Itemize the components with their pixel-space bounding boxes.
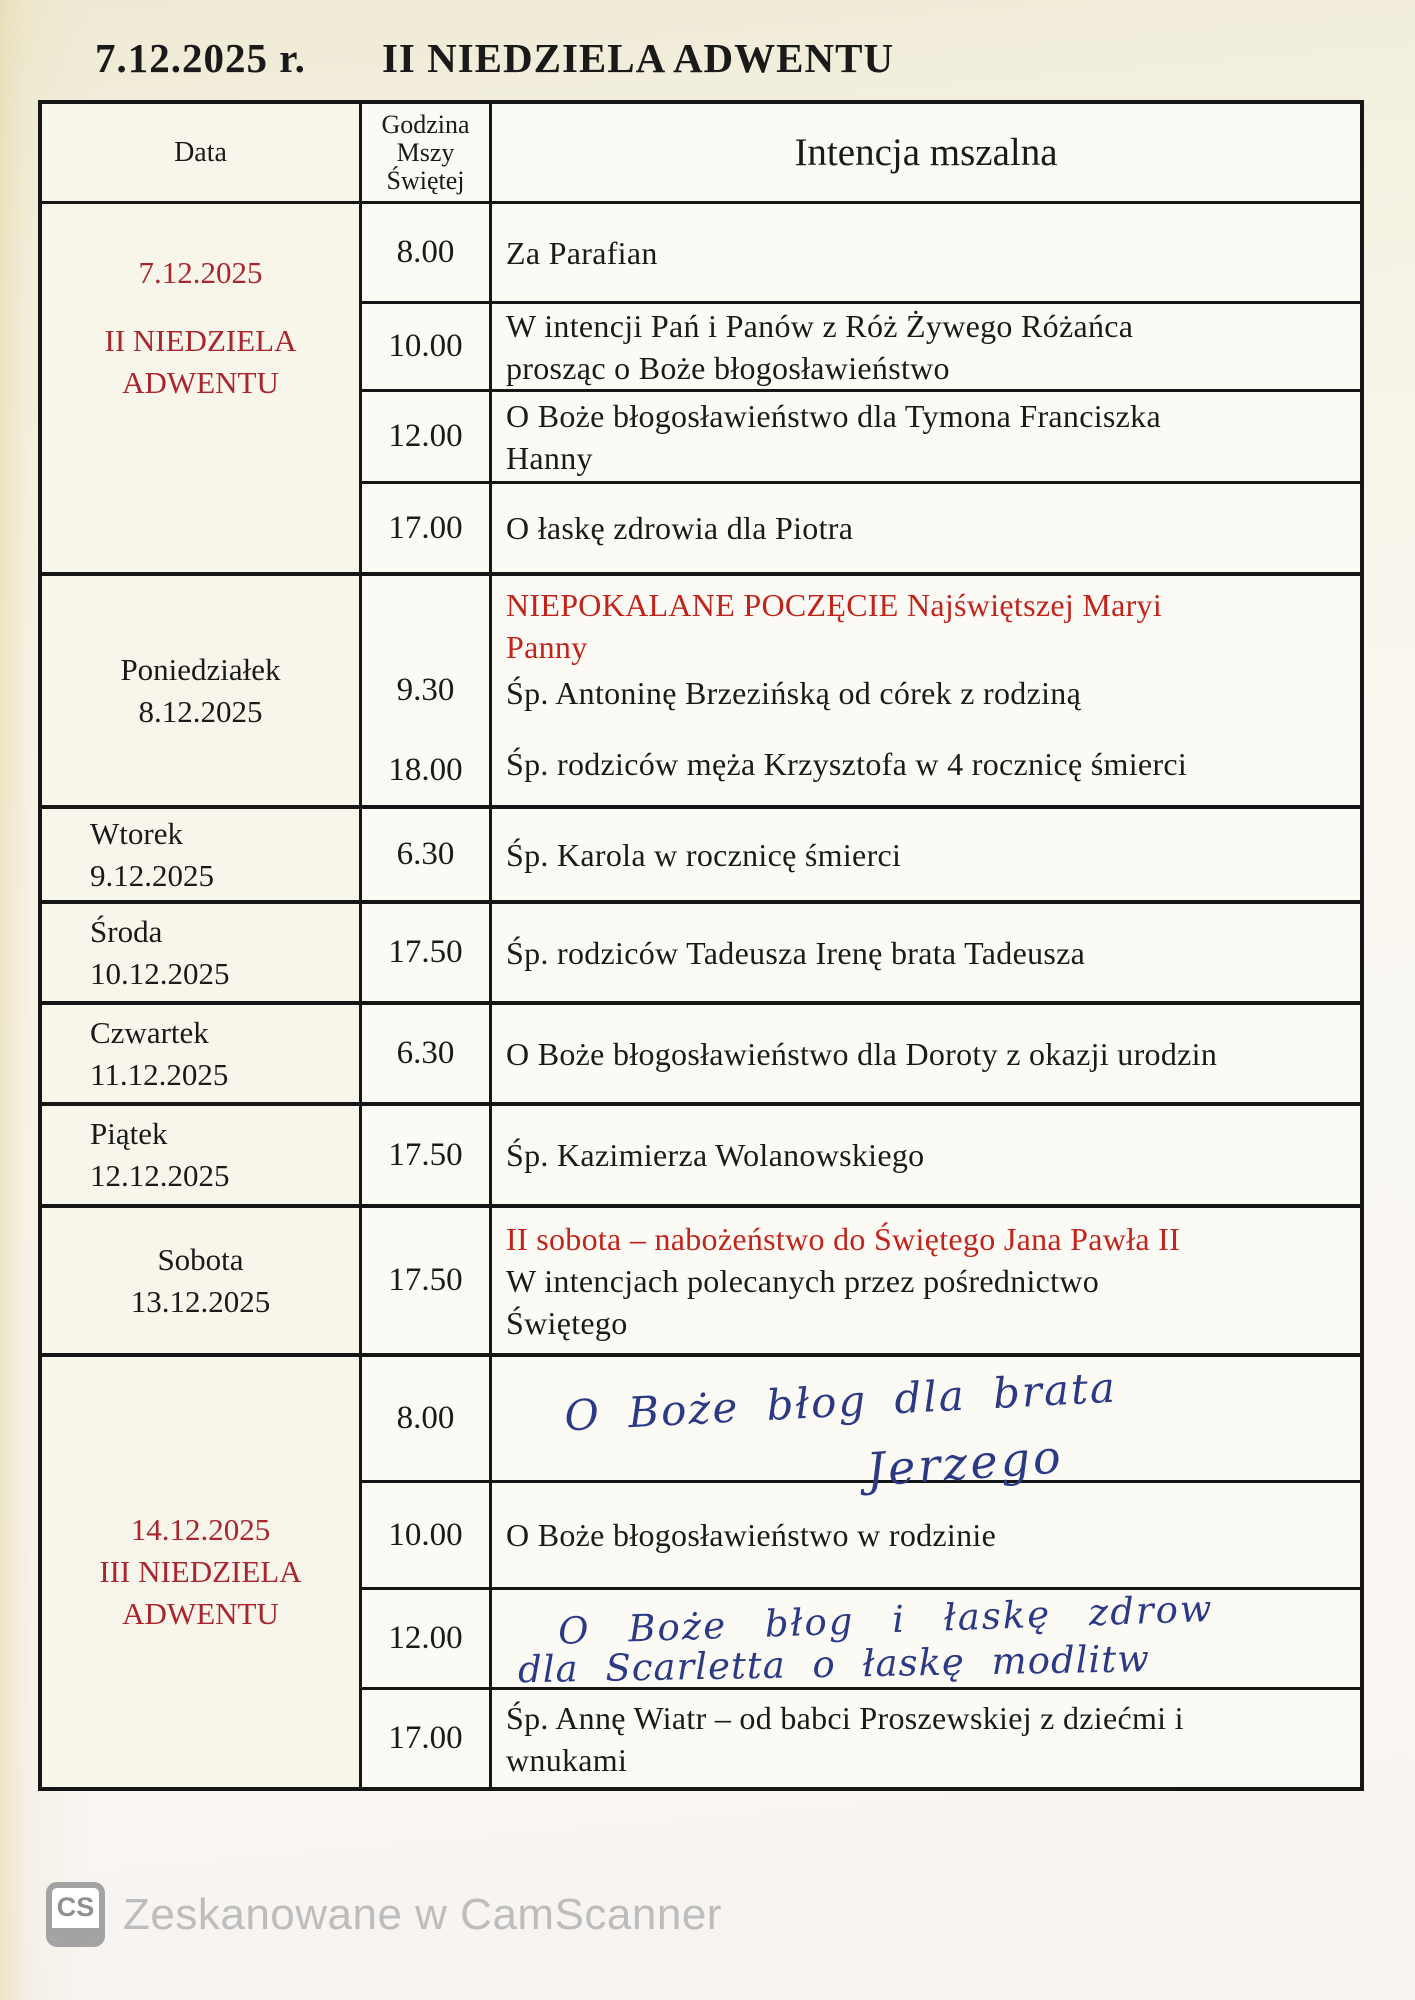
date-line: II NIEDZIELA (104, 323, 297, 358)
mass-intention (492, 1208, 1360, 1353)
handwritten-line: dla Scarletta o łaskę modlitw (517, 1637, 1151, 1692)
mass-intention (492, 1106, 1360, 1204)
intention-line: Śp. rodziców męża Krzysztofa w 4 rocznicę śmierci (506, 746, 1188, 782)
intention-line: Śp. rodziców Tadeusza Irenę brata Tadeusza (506, 934, 1086, 971)
day-section-thursday (42, 1001, 1360, 1102)
mass-intentions-table (38, 100, 1364, 1791)
mass-intention (492, 484, 1360, 572)
mass-time: 10.00 (362, 304, 492, 389)
header-data: Data (42, 104, 362, 201)
header-time-line: Godzina (381, 109, 470, 139)
date-cell (42, 1106, 362, 1204)
intention-line: O Boże błogosławieństwo w rodzinie (506, 1517, 997, 1553)
mass-time: 8.00 (362, 204, 492, 301)
mass-intention (492, 304, 1360, 389)
day-section-wednesday (42, 900, 1360, 1001)
table-row (362, 904, 1360, 1001)
intention-line: Śp. Antoninę Brzezińską od córek z rodziną (506, 675, 1082, 711)
date-line: Środa (90, 913, 163, 949)
page-title (95, 34, 894, 82)
mass-time: 18.00 (388, 752, 463, 788)
camscanner-logo-letters: CS (56, 1892, 95, 1922)
date-line: Piątek (90, 1116, 168, 1151)
intention-line: O Boże błogosławieństwo dla Doroty z okazji urodzin (506, 1035, 1218, 1072)
feast-title: II sobota – nabożeństwo do Świętego Jana Pawła II (506, 1220, 1181, 1257)
mass-time: 12.00 (362, 1590, 492, 1687)
day-section-friday (42, 1102, 1360, 1204)
feast-title: NIEPOKALANE POCZĘCIE Najświętszej Maryi Panny (506, 587, 1163, 665)
intention-line: O łaskę zdrowia dla Piotra (506, 510, 854, 546)
intention-line: wnukami (506, 1741, 628, 1778)
date-line: 7.12.2025 (138, 255, 263, 290)
mass-times (362, 576, 492, 805)
table-row (362, 1687, 1360, 1787)
intention-line: Śp. Karola w rocznicę śmierci (506, 836, 902, 873)
handwritten-line: O Boże błog i łaskę zdrow (557, 1586, 1215, 1653)
day-section-tuesday (42, 805, 1360, 900)
date-line: 14.12.2025 (130, 1512, 271, 1547)
table-row (362, 1357, 1360, 1497)
date-cell (42, 1005, 362, 1102)
camscanner-watermark (46, 1882, 722, 1947)
mass-time: 6.30 (362, 1005, 492, 1102)
day-section-saturday (42, 1204, 1360, 1353)
intention-line: W intencjach polecanych przez pośrednictwo (506, 1262, 1100, 1299)
intention-line: Świętego (506, 1304, 628, 1341)
date-line: ADWENTU (122, 1596, 279, 1631)
mass-intention (492, 576, 1360, 805)
table-row (362, 1480, 1360, 1587)
date-line: 12.12.2025 (90, 1158, 230, 1193)
mass-time: 12.00 (362, 392, 492, 481)
title-date: 7.12.2025 r. (95, 35, 306, 81)
section-rows (362, 204, 1360, 572)
title-feast: II NIEDZIELA ADWENTU (381, 35, 895, 81)
date-line: Sobota (157, 1241, 244, 1277)
intention-line: Śp. Annę Wiatr – od babci Proszewskiej z dziećmi i (506, 1699, 1184, 1736)
header-time-line: Mszy (396, 137, 455, 167)
mass-intention (492, 392, 1360, 481)
table-row (362, 204, 1360, 301)
mass-time: 17.50 (362, 1106, 492, 1204)
day-section-sunday-7-12 (42, 204, 1360, 572)
table-row (362, 576, 1360, 805)
date-line: 10.12.2025 (90, 955, 230, 991)
table-row (362, 1586, 1360, 1692)
table-row (362, 1106, 1360, 1204)
mass-time: 17.50 (362, 904, 492, 1001)
table-row (362, 389, 1360, 481)
day-section-monday (42, 572, 1360, 805)
mass-intention (492, 809, 1360, 900)
date-cell (42, 576, 362, 805)
header-time-line: Świętej (386, 165, 465, 195)
intention-line: Hanny (506, 439, 593, 476)
header-intention: Intencja mszalna (794, 131, 1058, 174)
handwritten-line: O Boże błog dla brata (563, 1362, 1119, 1441)
date-line: 9.12.2025 (90, 857, 214, 893)
date-line: 8.12.2025 (138, 693, 263, 729)
mass-time: 17.00 (362, 484, 492, 572)
date-cell (42, 1357, 362, 1787)
mass-intention (492, 904, 1360, 1001)
handwritten-line: Jerzego (864, 1429, 1066, 1497)
mass-intention (492, 1483, 1360, 1587)
mass-time: 8.00 (362, 1357, 492, 1480)
date-line: III NIEDZIELA (99, 1554, 302, 1589)
mass-intention (492, 204, 1360, 301)
mass-time: 6.30 (362, 809, 492, 900)
camscanner-icon (46, 1882, 105, 1947)
table-row (362, 809, 1360, 900)
mass-intention-handwritten (492, 1586, 1360, 1692)
mass-time: 17.50 (362, 1208, 492, 1353)
date-cell (42, 904, 362, 1001)
date-cell (42, 1208, 362, 1353)
intention-line: W intencji Pań i Panów z Róż Żywego Różańca (506, 307, 1134, 344)
date-line: Czwartek (90, 1014, 209, 1050)
day-section-sunday-14-12 (42, 1353, 1360, 1787)
table-header-row (42, 104, 1360, 204)
date-line: Poniedziałek (120, 651, 281, 687)
date-line: ADWENTU (122, 365, 279, 400)
table-row (362, 1005, 1360, 1102)
mass-time: 10.00 (362, 1483, 492, 1587)
date-line: 11.12.2025 (90, 1056, 229, 1092)
date-cell (42, 809, 362, 900)
table-row (362, 1208, 1360, 1353)
mass-time: 17.00 (362, 1690, 492, 1787)
table-row (362, 301, 1360, 389)
section-rows (362, 1357, 1360, 1787)
mass-intention (492, 1005, 1360, 1102)
intention-line: Śp. Kazimierza Wolanowskiego (506, 1137, 925, 1173)
intention-line: Za Parafian (506, 234, 658, 271)
intention-line: O Boże błogosławieństwo dla Tymona Franciszka (506, 397, 1161, 434)
date-line: 13.12.2025 (130, 1283, 271, 1319)
mass-intention-handwritten (492, 1357, 1360, 1497)
camscanner-icon-bar (52, 1928, 99, 1941)
date-line: Wtorek (90, 815, 183, 851)
mass-intention (492, 1690, 1360, 1787)
table-row (362, 481, 1360, 572)
date-cell (42, 204, 362, 572)
mass-time: 9.30 (396, 672, 455, 708)
intention-line: prosząc o Boże błogosławieństwo (506, 349, 950, 386)
section-rows (362, 576, 1360, 805)
header-time (362, 104, 492, 201)
camscanner-text: Zeskanowane w CamScanner (123, 1889, 722, 1939)
